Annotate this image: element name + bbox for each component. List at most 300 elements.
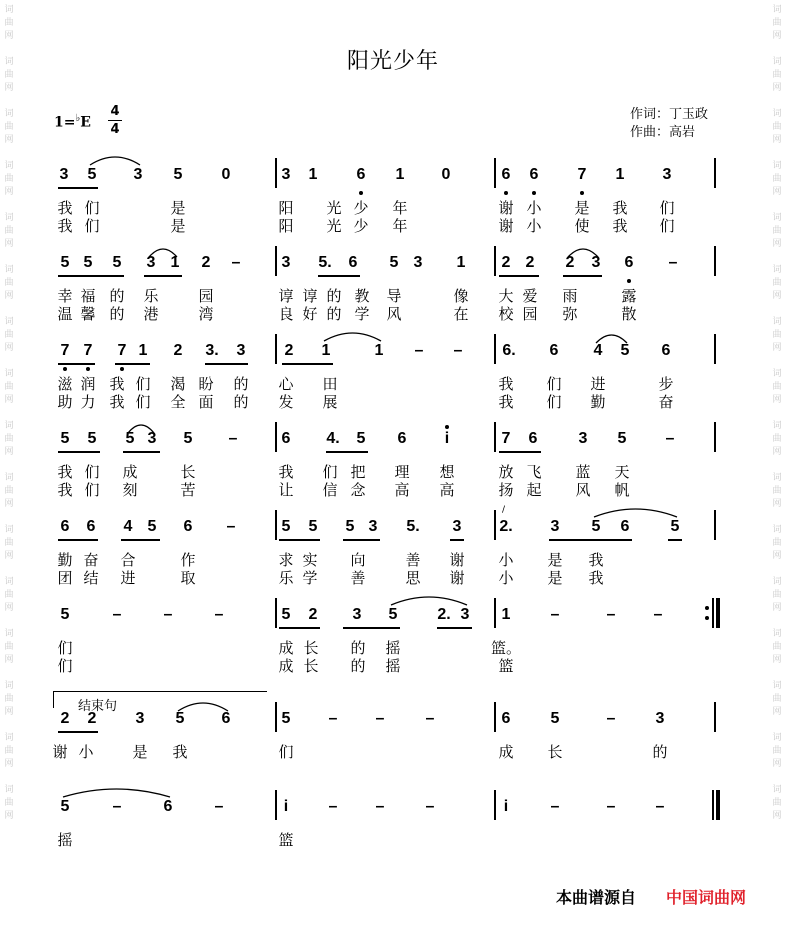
lyric-syllable: 蓝: [575, 463, 591, 481]
note: –: [665, 430, 675, 447]
lyric-syllable: 教: [354, 287, 370, 305]
note: 6: [397, 430, 407, 447]
lyric-syllable: 团: [57, 569, 73, 587]
bar-line: [275, 510, 277, 540]
lyric-syllable: 们: [84, 217, 100, 235]
beam-underline: [343, 627, 400, 629]
lyric-syllable: 导: [386, 287, 402, 305]
lyric-syllable: 田: [322, 375, 338, 393]
note: 3: [281, 254, 291, 271]
lyric-syllable: 助: [57, 393, 73, 411]
lyricist-credit: 作词：丁玉政: [630, 107, 709, 122]
note: 3.: [205, 342, 219, 359]
note: 5: [60, 798, 70, 815]
slur-arc: [566, 244, 600, 258]
note: –: [228, 430, 238, 447]
lyric-syllable: 少: [353, 199, 369, 217]
note: –: [328, 798, 338, 815]
lyric-syllable: 好: [302, 305, 318, 323]
note: –: [112, 606, 122, 623]
note: 2.: [499, 518, 513, 535]
lyric-syllable: 阳: [278, 199, 294, 217]
note: 3: [452, 518, 462, 535]
lyric-syllable: 湾: [198, 305, 214, 323]
bar-line: [714, 510, 716, 540]
lyric-syllable: 小: [498, 569, 514, 587]
note: 3: [460, 606, 470, 623]
note: 0: [221, 166, 231, 183]
lyric-syllable: 们: [546, 393, 562, 411]
low-octave-dot: [580, 191, 584, 195]
note: 6.: [502, 342, 516, 359]
bar-line: [714, 158, 716, 188]
note: 5: [112, 254, 122, 271]
lyric-syllable: 像: [453, 287, 469, 305]
lyric-syllable: 乐: [143, 287, 159, 305]
low-octave-dot: [63, 367, 67, 371]
note: 2: [201, 254, 211, 271]
note: 5: [87, 166, 97, 183]
watermark-right: 词 曲 网 词 曲 网 词 曲 网 词 曲 网 词 曲 网 词 曲 网 词 曲 网 词 曲 网 词 曲 网 词 曲 网 词 曲 网 词 曲 网 词 曲 网 词 曲 网 词 曲 网 词 曲 网: [772, 5, 782, 821]
lyric-syllable: 是: [574, 199, 590, 217]
slur-arc: [322, 328, 383, 342]
watermark-left: 词 曲 网 词 曲 网 词 曲 网 词 曲 网 词 曲 网 词 曲 网 词 曲 网 词 曲 网 词 曲 网 词 曲 网 词 曲 网 词 曲 网 词 曲 网 词 曲 网 词 曲 网 词 曲 网: [4, 5, 14, 821]
lyric-syllable: 篮。: [490, 639, 522, 657]
lyric-syllable: 进: [120, 569, 136, 587]
note: –: [606, 710, 616, 727]
note: 5: [87, 430, 97, 447]
note: 5: [175, 710, 185, 727]
note: 5: [308, 518, 318, 535]
note: –: [214, 606, 224, 623]
site-name-link[interactable]: 中国词曲网: [666, 888, 747, 907]
note: –: [375, 710, 385, 727]
note: –: [112, 798, 122, 815]
note: 1: [170, 254, 180, 271]
note: 7: [83, 342, 93, 359]
repeat-dot: [705, 606, 709, 610]
lyric-syllable: 在: [453, 305, 469, 323]
lyric-syllable: 少: [353, 217, 369, 235]
lyric-syllable: 们: [659, 217, 675, 235]
note: –: [453, 342, 463, 359]
bar-line: [275, 422, 277, 452]
note: 1: [501, 606, 511, 623]
bar-line: [494, 422, 496, 452]
note: 5: [173, 166, 183, 183]
note: 5: [60, 254, 70, 271]
lyric-syllable: 们: [322, 463, 338, 481]
lyric-syllable: 成: [278, 639, 294, 657]
lyric-syllable: 盼: [198, 375, 214, 393]
beam-underline: [499, 451, 541, 453]
lyric-syllable: 幸: [57, 287, 73, 305]
note: 1: [321, 342, 331, 359]
repeat-bar-thick: [716, 598, 720, 628]
lyric-syllable: 实: [302, 551, 318, 569]
lyric-syllable: 面: [198, 393, 214, 411]
lyric-syllable: 把: [350, 463, 366, 481]
bar-line: [494, 158, 496, 188]
lyric-syllable: 合: [120, 551, 136, 569]
lyric-syllable: 善: [405, 551, 421, 569]
beam-underline: [279, 627, 320, 629]
note: 5: [281, 518, 291, 535]
note: 2: [501, 254, 511, 271]
lyric-syllable: 苦: [180, 481, 196, 499]
lyric-syllable: 们: [84, 481, 100, 499]
lyric-syllable: 我: [172, 743, 188, 761]
note: –: [668, 254, 678, 271]
lyric-syllable: 向: [350, 551, 366, 569]
note: –: [226, 518, 236, 535]
ending-label: 结束句: [78, 699, 118, 714]
slur-arc: [592, 504, 679, 518]
lyric-syllable: 我: [57, 463, 73, 481]
lyric-syllable: 们: [84, 463, 100, 481]
note: 0: [441, 166, 451, 183]
lyric-syllable: 使: [574, 217, 590, 235]
note: 2: [565, 254, 575, 271]
note: 1: [615, 166, 625, 183]
note: 7: [60, 342, 70, 359]
lyric-syllable: 我: [57, 199, 73, 217]
low-octave-dot: [504, 191, 508, 195]
note: 6: [86, 518, 96, 535]
lyric-syllable: 谢: [449, 551, 465, 569]
note: –: [214, 798, 224, 815]
lyric-syllable: 小: [526, 199, 542, 217]
note: 6: [624, 254, 634, 271]
final-bar-thick: [716, 790, 720, 820]
beam-underline: [668, 539, 682, 541]
lyric-syllable: 发: [278, 393, 294, 411]
note: 1: [374, 342, 384, 359]
lyric-syllable: 帆: [614, 481, 630, 499]
lyric-syllable: 信: [322, 481, 338, 499]
lyric-syllable: 放: [498, 463, 514, 481]
note: 2: [60, 710, 70, 727]
lyric-syllable: 成: [278, 657, 294, 675]
lyric-syllable: 们: [278, 743, 294, 761]
lyric-syllable: 长: [180, 463, 196, 481]
note: 6: [549, 342, 559, 359]
lyric-syllable: 成: [122, 463, 138, 481]
note: –: [328, 710, 338, 727]
note: 4: [123, 518, 133, 535]
note: 5: [388, 606, 398, 623]
lyric-syllable: 思: [405, 569, 421, 587]
lyric-syllable: 摇: [385, 639, 401, 657]
bar-line: [494, 334, 496, 364]
note: 2.: [437, 606, 451, 623]
beam-underline: [58, 187, 98, 189]
lyric-syllable: 爱: [522, 287, 538, 305]
lyric-syllable: 园: [198, 287, 214, 305]
note: –: [606, 606, 616, 623]
note: 5: [670, 518, 680, 535]
lyric-syllable: 馨: [80, 305, 96, 323]
note: 6: [501, 166, 511, 183]
lyric-syllable: 飞: [526, 463, 542, 481]
lyric-syllable: 弥: [562, 305, 578, 323]
note: 5: [60, 430, 70, 447]
note: –: [425, 710, 435, 727]
note: 3: [655, 710, 665, 727]
lyric-syllable: 勤: [57, 551, 73, 569]
song-title: 阳光少年: [346, 49, 439, 74]
beam-underline: [343, 539, 380, 541]
lyric-syllable: 园: [522, 305, 538, 323]
lyric-syllable: 的: [652, 743, 668, 761]
note: 6: [183, 518, 193, 535]
note: 5: [147, 518, 157, 535]
lyric-syllable: 求: [278, 551, 294, 569]
lyric-syllable: 学: [302, 569, 318, 587]
note: –: [231, 254, 241, 271]
lyric-syllable: 们: [659, 199, 675, 217]
note: 3: [281, 166, 291, 183]
beam-underline: [121, 539, 160, 541]
note: 1: [138, 342, 148, 359]
lyric-syllable: 润: [80, 375, 96, 393]
lyric-syllable: 谢: [498, 217, 514, 235]
note: 5.: [406, 518, 420, 535]
lyric-syllable: 我: [57, 217, 73, 235]
note: 5: [591, 518, 601, 535]
note: 5: [281, 606, 291, 623]
key-prefix: 1=: [54, 114, 76, 131]
slur-arc: [61, 784, 172, 798]
slur-arc: [594, 330, 629, 344]
lyric-syllable: 扬: [498, 481, 514, 499]
beam-underline: [282, 363, 333, 365]
lyric-syllable: 们: [57, 657, 73, 675]
note: 3: [135, 710, 145, 727]
low-octave-dot: [532, 191, 536, 195]
lyric-syllable: 我: [612, 217, 628, 235]
lyric-syllable: 起: [526, 481, 542, 499]
low-octave-dot: [627, 279, 631, 283]
lyric-syllable: 善: [350, 569, 366, 587]
note: 3: [236, 342, 246, 359]
note: i: [283, 798, 289, 815]
lyric-syllable: 谆: [278, 287, 294, 305]
lyric-syllable: 长: [547, 743, 563, 761]
beam-underline: [58, 275, 124, 277]
lyric-syllable: 心: [278, 375, 294, 393]
lyric-syllable: 成: [498, 743, 514, 761]
low-octave-dot: [120, 367, 124, 371]
lyric-syllable: 谢: [449, 569, 465, 587]
key-note: E: [80, 114, 91, 131]
lyric-syllable: 是: [170, 199, 186, 217]
lyric-syllable: 奋: [83, 551, 99, 569]
lyric-syllable: 摇: [57, 831, 73, 849]
lyric-syllable: 良: [278, 305, 294, 323]
bar-line: [275, 598, 277, 628]
lyric-syllable: 谆: [302, 287, 318, 305]
lyric-syllable: 理: [394, 463, 410, 481]
lyric-syllable: 谢: [52, 743, 68, 761]
note: i: [444, 430, 450, 447]
lyric-syllable: 滋: [57, 375, 73, 393]
bar-line: [714, 702, 716, 732]
note: 3: [578, 430, 588, 447]
lyric-syllable: 想: [439, 463, 455, 481]
lyric-syllable: 是: [547, 551, 563, 569]
lyric-syllable: 展: [322, 393, 338, 411]
lyric-syllable: 篮: [498, 657, 514, 675]
note: 5: [345, 518, 355, 535]
lyric-syllable: 的: [233, 393, 249, 411]
lyric-syllable: 摇: [385, 657, 401, 675]
lyric-syllable: 谢: [498, 199, 514, 217]
lyric-syllable: 年: [392, 217, 408, 235]
lyric-syllable: 作: [180, 551, 196, 569]
lyric-syllable: 的: [326, 287, 342, 305]
note: 2: [173, 342, 183, 359]
lyric-syllable: 阳: [278, 217, 294, 235]
beam-underline: [499, 275, 539, 277]
lyric-syllable: 们: [84, 199, 100, 217]
note: 3: [550, 518, 560, 535]
note: 5: [620, 342, 630, 359]
lyric-syllable: 小: [526, 217, 542, 235]
lyric-syllable: 我: [498, 393, 514, 411]
lyric-syllable: 进: [590, 375, 606, 393]
lyric-syllable: 温: [57, 305, 73, 323]
note: 5: [60, 606, 70, 623]
lyric-syllable: 的: [326, 305, 342, 323]
time-signature-bottom: 4: [110, 122, 120, 137]
note: 3: [147, 430, 157, 447]
note: 7: [577, 166, 587, 183]
lyric-syllable: 我: [57, 481, 73, 499]
final-bar-thin: [712, 790, 714, 820]
note: 5: [617, 430, 627, 447]
lyric-syllable: 念: [350, 481, 366, 499]
bar-line: [494, 246, 496, 276]
lyric-syllable: 的: [350, 657, 366, 675]
lyric-syllable: 勤: [590, 393, 606, 411]
lyric-syllable: 散: [621, 305, 637, 323]
note: 1: [395, 166, 405, 183]
high-octave-dot: [445, 425, 449, 429]
note: 6: [501, 710, 511, 727]
note: 5: [356, 430, 366, 447]
lyric-syllable: 学: [354, 305, 370, 323]
note: 6: [60, 518, 70, 535]
note: 5: [125, 430, 135, 447]
bar-line: [494, 790, 496, 820]
note: 3: [591, 254, 601, 271]
lyric-syllable: 是: [170, 217, 186, 235]
note: 6: [528, 430, 538, 447]
lyric-syllable: 的: [233, 375, 249, 393]
beam-underline: [437, 627, 472, 629]
lyric-syllable: 校: [498, 305, 514, 323]
repeat-bar-thin: [712, 598, 714, 628]
bar-line: [714, 422, 716, 452]
bar-line: [275, 334, 277, 364]
note: 3: [352, 606, 362, 623]
bar-line: [275, 702, 277, 732]
beam-underline: [549, 539, 632, 541]
note: 6: [348, 254, 358, 271]
note: –: [163, 606, 173, 623]
beam-underline: [115, 363, 150, 365]
bar-line: [494, 598, 496, 628]
note: 4.: [326, 430, 340, 447]
bar-line: [494, 702, 496, 732]
lyric-syllable: 的: [109, 305, 125, 323]
note: 7: [501, 430, 511, 447]
lyric-syllable: 我: [278, 463, 294, 481]
bar-line: [275, 158, 277, 188]
lyric-syllable: 是: [132, 743, 148, 761]
lyric-syllable: 步: [658, 375, 674, 393]
note: 1: [308, 166, 318, 183]
beam-underline: [58, 363, 95, 365]
lyric-syllable: 雨: [562, 287, 578, 305]
note: 2: [525, 254, 535, 271]
lyric-syllable: 我: [588, 569, 604, 587]
lyric-syllable: 奋: [658, 393, 674, 411]
note: 5: [183, 430, 193, 447]
key-signature: [54, 113, 91, 131]
lyric-syllable: 小: [498, 551, 514, 569]
lyric-syllable: 我: [588, 551, 604, 569]
time-signature: [108, 104, 122, 137]
low-octave-dot: [359, 191, 363, 195]
note: 2: [308, 606, 318, 623]
lyric-syllable: 光: [326, 217, 342, 235]
note: 6: [221, 710, 231, 727]
beam-underline: [58, 539, 98, 541]
beam-underline: [123, 451, 160, 453]
time-signature-top: 4: [110, 104, 120, 119]
lyric-syllable: 渴: [170, 375, 186, 393]
slur-arc: [147, 244, 179, 258]
note: 3: [133, 166, 143, 183]
note: 4: [593, 342, 603, 359]
note: –: [375, 798, 385, 815]
lyric-syllable: 福: [80, 287, 96, 305]
note: 2: [87, 710, 97, 727]
note: 6: [281, 430, 291, 447]
note: 3: [59, 166, 69, 183]
lyric-syllable: 全: [170, 393, 186, 411]
lyric-syllable: 长: [303, 639, 319, 657]
lyric-syllable: 们: [135, 375, 151, 393]
lyric-syllable: 光: [326, 199, 342, 217]
note: 5.: [318, 254, 332, 271]
beam-underline: [326, 451, 368, 453]
lyric-syllable: 年: [392, 199, 408, 217]
note: –: [550, 798, 560, 815]
lyric-syllable: 乐: [278, 569, 294, 587]
note: 1: [456, 254, 466, 271]
note: –: [653, 606, 663, 623]
note: 5: [550, 710, 560, 727]
bar-line: [714, 334, 716, 364]
lyric-syllable: 的: [109, 287, 125, 305]
beam-underline: [205, 363, 248, 365]
lyric-syllable: 刻: [122, 481, 138, 499]
composer-credit: 作曲：高岩: [630, 125, 696, 140]
note: 6: [163, 798, 173, 815]
